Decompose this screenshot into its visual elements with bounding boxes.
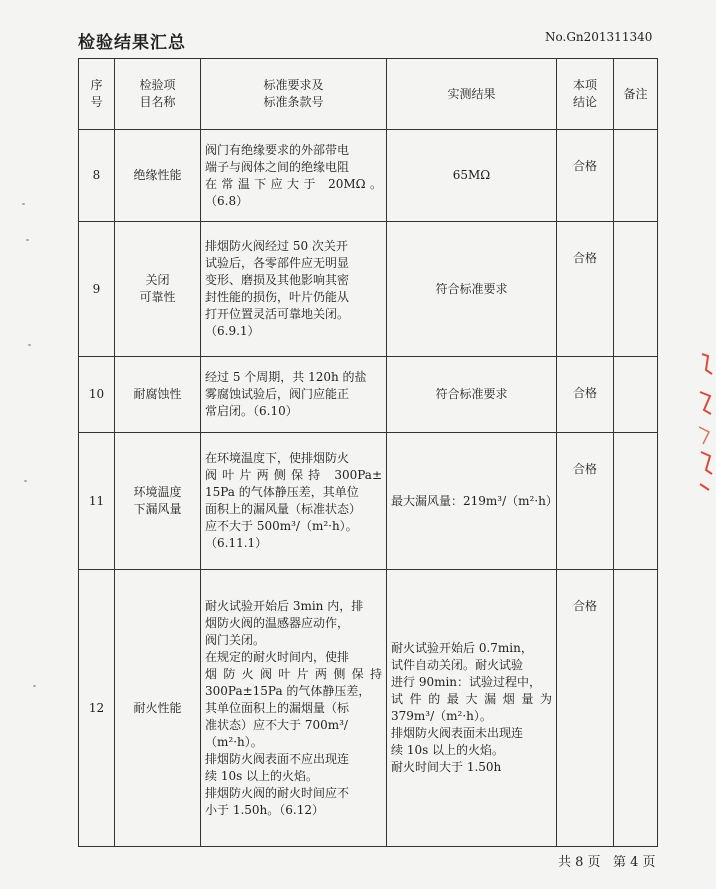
- result-cell: 符合标准要求: [387, 357, 557, 433]
- result-cell: 65MΩ: [387, 130, 557, 222]
- page-title: 检验结果汇总: [78, 33, 186, 53]
- requirement-cell: 在环境温度下，使排烟防火 阀叶片两侧保持 300Pa± 15Pa 的气体静压差，其单位 面积上的漏风量（标准状态） 应不大于 500m³/（m²·h）。 （6.11.1）: [201, 433, 387, 570]
- col-header-no: 序 号: [79, 59, 115, 130]
- row-number: 10: [79, 357, 115, 433]
- binding-mark: [28, 344, 31, 346]
- binding-mark: [33, 685, 36, 687]
- item-name: 环境温度 下漏风量: [115, 433, 201, 570]
- item-name: 耐火性能: [115, 570, 201, 847]
- seal-stamp-fragment: [694, 352, 714, 497]
- remark-cell: [614, 222, 658, 357]
- report-number: No.Gn201311340: [545, 30, 653, 44]
- table-row: [79, 433, 658, 570]
- row-number: 8: [79, 130, 115, 222]
- binding-mark: [22, 203, 25, 205]
- result-cell: 最大漏风量：219m³/（m²·h）: [387, 433, 557, 570]
- conclusion-cell: 合格: [557, 433, 614, 570]
- remark-cell: [614, 357, 658, 433]
- conclusion-cell: 合格: [557, 130, 614, 222]
- row-number: 11: [79, 433, 115, 570]
- result-cell: 耐火试验开始后 0.7min， 试件自动关闭。耐火试验 进行 90min：试验过程中， 试件的最大漏烟量为 379m³/（m²·h）。 排烟防火阀表面未出现连 续 10s 以上的火焰。 耐火时间大于 1.50h: [387, 570, 557, 847]
- result-cell: 符合标准要求: [387, 222, 557, 357]
- binding-mark: [24, 480, 27, 482]
- table-row: [79, 570, 658, 847]
- table-header-row: [79, 59, 658, 130]
- total-pages: 共 8 页: [558, 855, 601, 870]
- requirement-cell: 排烟防火阀经过 50 次关开 试验后，各零部件应无明显 变形、磨损及其他影响其密 封性能的损伤，叶片仍能从 打开位置灵活可靠地关闭。 （6.9.1）: [201, 222, 387, 357]
- conclusion-cell: 合格: [557, 222, 614, 357]
- col-header-result: 实测结果: [387, 59, 557, 130]
- current-page: 第 4 页: [612, 855, 656, 870]
- conclusion-cell: 合格: [557, 570, 614, 847]
- table-row: [79, 130, 658, 222]
- binding-mark: [26, 239, 29, 241]
- page-footer: [558, 851, 656, 870]
- conclusion-cell: 合格: [557, 357, 614, 433]
- requirement-cell: 耐火试验开始后 3min 内，排 烟防火阀的温感器应动作， 阀门关闭。 在规定的耐火时间内，使排 烟防火阀叶片两侧保持 300Pa±15Pa 的气体静压差， 其单位面积上的漏烟量（标 准状态）应不大于 700m³/ （m²·h）。 排烟防火阀表面不应出现连 续 10s 以上的火焰。 排烟防火阀的耐火时间应不 小于 1.50h。（6.12）: [201, 570, 387, 847]
- col-header-requirement: 标准要求及 标准条款号: [201, 59, 387, 130]
- remark-cell: [614, 433, 658, 570]
- item-name: 耐腐蚀性: [115, 357, 201, 433]
- results-table: [78, 58, 658, 847]
- requirement-cell: 经过 5 个周期，共 120h 的盐 雾腐蚀试验后，阀门应能正 常启闭。（6.10）: [201, 357, 387, 433]
- remark-cell: [614, 570, 658, 847]
- table-row: [79, 357, 658, 433]
- row-number: 9: [79, 222, 115, 357]
- requirement-cell: 阀门有绝缘要求的外部带电 端子与阀体之间的绝缘电阻 在常温下应大于 20MΩ。 （6.8）: [201, 130, 387, 222]
- col-header-conclusion: 本项 结论: [557, 59, 614, 130]
- remark-cell: [614, 130, 658, 222]
- item-name: 绝缘性能: [115, 130, 201, 222]
- col-header-remark: 备注: [614, 59, 658, 130]
- row-number: 12: [79, 570, 115, 847]
- col-header-item: 检验项 目名称: [115, 59, 201, 130]
- item-name: 关闭 可靠性: [115, 222, 201, 357]
- table-row: [79, 222, 658, 357]
